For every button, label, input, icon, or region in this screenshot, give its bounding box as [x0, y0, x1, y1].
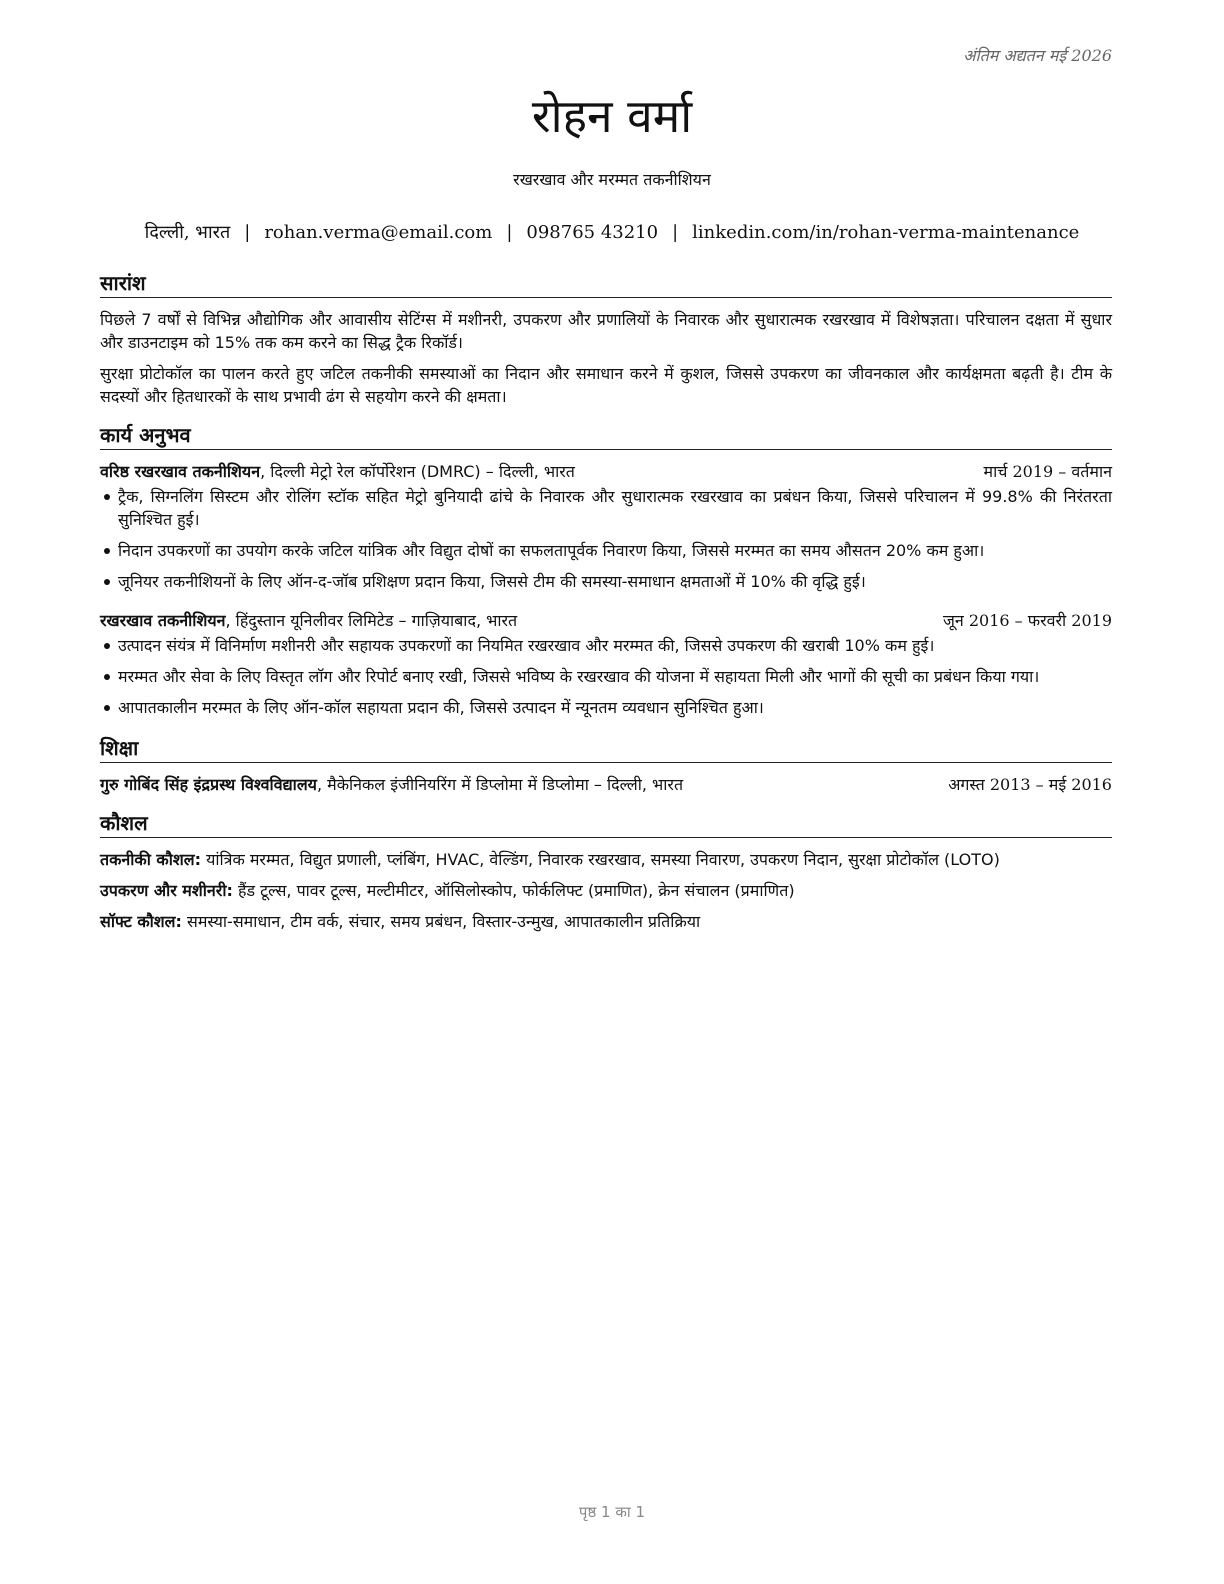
- skill-value: यांत्रिक मरम्मत, विद्युत प्रणाली, प्लंबिंग, HVAC, वेल्डिंग, निवारक रखरखाव, समस्या निवारण, उपकरण निदान, सुरक्षा प्रोटोकॉल (LOTO): [201, 850, 1000, 869]
- skill-label: उपकरण और मशीनरी:: [100, 881, 233, 900]
- section-title-experience: कार्य अनुभव: [100, 422, 1112, 450]
- job-bullet: निदान उपकरणों का उपयोग करके जटिल यांत्रिक और विद्युत दोषों का सफलतापूर्वक निवारण किया, जिससे मरम्मत का समय औसतन 20% कम हुआ।: [100, 539, 1112, 562]
- education-entry: [100, 773, 1112, 796]
- skill-value: समस्या-समाधान, टीम वर्क, संचार, समय प्रबंधन, विस्तार-उन्मुख, आपातकालीन प्रतिक्रिया: [181, 912, 701, 931]
- skill-row: [100, 879, 1112, 902]
- job-bullets: [100, 485, 1112, 593]
- contact-line: [0, 220, 1224, 244]
- skill-row: [100, 848, 1112, 871]
- job-title-line: [100, 609, 517, 632]
- section-title-summary: सारांश: [100, 270, 1112, 298]
- last-updated: अंतिम अद्यतन मई 2026: [963, 46, 1112, 65]
- summary-section: [100, 270, 1112, 408]
- contact-phone[interactable]: 098765 43210: [526, 222, 659, 243]
- education-line: [100, 773, 683, 796]
- job-organization: , दिल्ली मेट्रो रेल कॉर्पोरेशन (DMRC) – दिल्ली, भारत: [260, 462, 575, 481]
- education-dates: अगस्त 2013 – मई 2016: [948, 775, 1112, 794]
- job-header: [100, 609, 1112, 632]
- resume-body: [100, 270, 1112, 947]
- job-bullet: मरम्मत और सेवा के लिए विस्तृत लॉग और रिपोर्ट बनाए रखी, जिससे भविष्य के रखरखाव की योजना में सहायता मिली और भागों की सूची का प्रबंधन किया गया।: [100, 665, 1112, 688]
- job-entry: [100, 609, 1112, 719]
- education-section: [100, 735, 1112, 796]
- job-dates: जून 2016 – फरवरी 2019: [943, 611, 1112, 630]
- contact-separator: |: [506, 222, 513, 243]
- job-organization: , हिंदुस्तान यूनिलीवर लिमिटेड – गाज़ियाबाद, भारत: [225, 611, 518, 630]
- page-number: पृष्ठ 1 का 1: [578, 1503, 646, 1521]
- job-position: रखरखाव तकनीशियन: [100, 611, 226, 630]
- job-entry: [100, 460, 1112, 593]
- experience-section: [100, 422, 1112, 719]
- job-position: वरिष्ठ रखरखाव तकनीशियन: [100, 462, 261, 481]
- job-bullet: ट्रैक, सिग्नलिंग सिस्टम और रोलिंग स्टॉक सहित मेट्रो बुनियादी ढांचे के निवारक और सुधारात्मक रखरखाव का प्रबंधन किया, जिससे परिचालन में 99.8% की निरंतरता सुनिश्चित हुई।: [100, 485, 1112, 531]
- section-title-skills: कौशल: [100, 810, 1112, 838]
- education-detail: , मैकेनिकल इंजीनियरिंग में डिप्लोमा में डिप्लोमा – दिल्ली, भारत: [316, 775, 684, 794]
- skill-label: तकनीकी कौशल:: [100, 850, 201, 869]
- job-bullet: आपातकालीन मरम्मत के लिए ऑन-कॉल सहायता प्रदान की, जिससे उत्पादन में न्यूनतम व्यवधान सुनिश्चित हुआ।: [100, 696, 1112, 719]
- section-title-education: शिक्षा: [100, 735, 1112, 763]
- skill-row: [100, 910, 1112, 933]
- job-bullets: [100, 634, 1112, 719]
- skill-value: हैंड टूल्स, पावर टूल्स, मल्टीमीटर, ऑसिलोस्कोप, फोर्कलिफ्ट (प्रमाणित), क्रेन संचालन (प्रमाणित): [232, 881, 795, 900]
- contact-separator: |: [672, 222, 679, 243]
- job-title-line: [100, 460, 575, 483]
- summary-paragraph: सुरक्षा प्रोटोकॉल का पालन करते हुए जटिल तकनीकी समस्याओं का निदान और समाधान करने में कुशल, जिससे उपकरण का जीवनकाल और कार्यक्षमता बढ़ती है। टीम के सदस्यों और हितधारकों के साथ प्रभावी ढंग से सहयोग करने की क्षमता।: [100, 364, 1112, 406]
- contact-linkedin[interactable]: linkedin.com/in/rohan-verma-maintenance: [692, 222, 1080, 243]
- job-dates: मार्च 2019 – वर्तमान: [983, 462, 1112, 481]
- skills-section: [100, 810, 1112, 933]
- education-institution: गुरु गोबिंद सिंह इंद्रप्रस्थ विश्वविद्यालय: [100, 775, 317, 794]
- contact-email[interactable]: rohan.verma@email.com: [264, 222, 493, 243]
- contact-location: दिल्ली, भारत: [144, 222, 231, 243]
- candidate-name: रोहन वर्मा: [531, 89, 693, 143]
- summary-paragraph: पिछले 7 वर्षों से विभिन्न औद्योगिक और आवासीय सेटिंग्स में मशीनरी, उपकरण और प्रणालियों के निवारक और सुधारात्मक रखरखाव में विशेषज्ञता। परिचालन दक्षता में सुधार और डाउनटाइम को 15% तक कम करने का सिद्ध ट्रैक रिकॉर्ड।: [100, 310, 1112, 352]
- candidate-role: रखरखाव और मरम्मत तकनीशियन: [513, 170, 711, 189]
- job-bullet: उत्पादन संयंत्र में विनिर्माण मशीनरी और सहायक उपकरणों का नियमित रखरखाव और मरम्मत की, जिससे उपकरण की खराबी 10% कम हुई।: [100, 634, 1112, 657]
- job-header: [100, 460, 1112, 483]
- skill-label: सॉफ्ट कौशल:: [100, 912, 182, 931]
- contact-separator: |: [244, 222, 251, 243]
- job-bullet: जूनियर तकनीशियनों के लिए ऑन-द-जॉब प्रशिक्षण प्रदान किया, जिससे टीम की समस्या-समाधान क्षमताओं में 10% की वृद्धि हुई।: [100, 570, 1112, 593]
